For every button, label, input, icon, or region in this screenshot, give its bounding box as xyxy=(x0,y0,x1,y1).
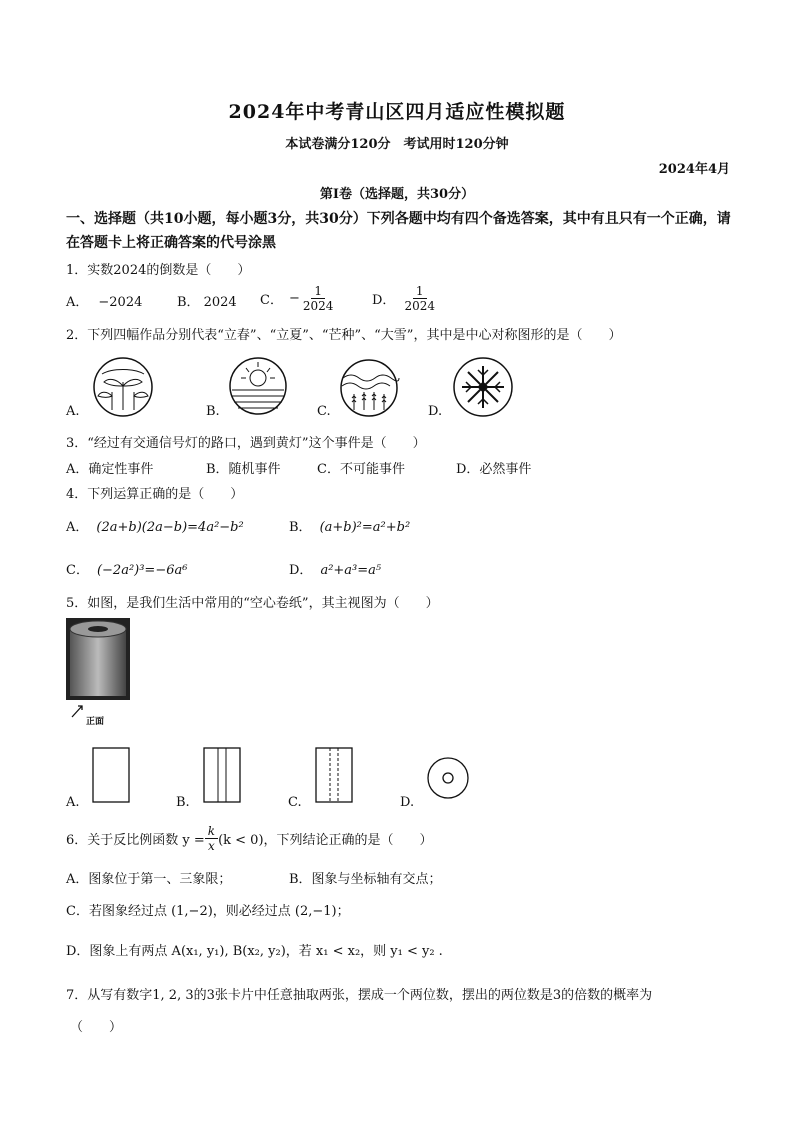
q3-option-b[interactable]: B．随机事件 xyxy=(206,462,281,477)
q4-option-d[interactable] xyxy=(289,559,381,578)
q3-option-a[interactable]: A．确定性事件 xyxy=(66,462,154,477)
dashed-lines-view xyxy=(315,747,353,803)
q2-option-a-label[interactable]: A. xyxy=(66,404,80,419)
denominator: 2024 xyxy=(302,299,334,313)
volume-heading: 第Ⅰ卷（选择题，共30分） xyxy=(319,187,475,202)
option-label: C． xyxy=(66,563,89,578)
snowflake-icon xyxy=(452,356,514,418)
option-label: C． xyxy=(260,293,283,308)
option-label: B． xyxy=(289,520,312,535)
q2-option-c-label[interactable]: C. xyxy=(317,404,331,419)
grain-wave-icon xyxy=(338,358,400,418)
question-7-stem: 7．从写有数字1, 2, 3的3张卡片中任意抽取两张，摆成一个两位数，摆出的两位数是3的倍数的概率为 xyxy=(66,988,653,1003)
q5-option-a-label[interactable]: A. xyxy=(66,795,80,810)
q3-option-d[interactable]: D．必然事件 xyxy=(456,462,532,477)
arrow-icon xyxy=(70,703,86,719)
option-label: D． xyxy=(372,293,396,308)
q3-option-c[interactable]: C．不可能事件 xyxy=(317,462,405,477)
option-expression: a²+a³=a⁵ xyxy=(320,563,382,578)
q1-option-c[interactable] xyxy=(260,284,336,313)
denominator: x xyxy=(208,839,215,853)
question-3-stem: 3．“经过有交通信号灯的路口，遇到黄灯”这个事件是（ ） xyxy=(66,436,426,451)
numerator: 1 xyxy=(311,284,325,299)
q6-option-b[interactable]: B．图象与坐标轴有交点； xyxy=(289,872,442,887)
q4-option-b[interactable] xyxy=(289,516,410,535)
denominator: 2024 xyxy=(404,299,435,313)
page-title: 2024年中考青山区四月适应性模拟题 xyxy=(228,101,566,123)
numerator: k xyxy=(205,824,218,839)
question-1-stem: 1．实数2024的倒数是（ ） xyxy=(66,263,251,278)
fraction xyxy=(300,284,337,313)
q4-option-c[interactable] xyxy=(66,559,187,578)
toilet-paper-roll-image xyxy=(66,618,130,700)
fraction xyxy=(401,284,438,313)
plain-rectangle-view xyxy=(92,747,130,803)
option-expression: (2a+b)(2a−b)=4a²−b² xyxy=(96,520,244,535)
numerator: 1 xyxy=(413,284,427,299)
option-value: −2024 xyxy=(98,295,143,310)
option-label: B． xyxy=(177,295,200,310)
stem-text: 6．关于反比例函数 y = xyxy=(66,833,205,848)
option-value: 2024 xyxy=(203,295,237,310)
question-4-stem: 4．下列运算正确的是（ ） xyxy=(66,487,244,502)
q1-option-a[interactable] xyxy=(66,291,142,310)
summer-sun-icon xyxy=(228,356,288,416)
option-expression: (−2a²)³=−6a⁶ xyxy=(96,563,188,578)
q1-option-b[interactable] xyxy=(177,291,237,310)
option-expression: (a+b)²=a²+b² xyxy=(319,520,411,535)
question-5-stem: 5．如图，是我们生活中常用的“空心卷纸”，其主视图为（ ） xyxy=(66,596,439,611)
q2-option-d-label[interactable]: D. xyxy=(428,404,443,419)
answer-parentheses[interactable]: （ ） xyxy=(70,1020,123,1035)
minus-sign: − xyxy=(288,291,300,306)
q1-option-d[interactable] xyxy=(372,284,438,313)
question-6-stem xyxy=(66,824,433,853)
question-2-stem: 2．下列四幅作品分别代表“立春”、“立夏”、“芒种”、“大雪”，其中是中心对称图形的是（ ） xyxy=(66,328,622,343)
option-label: D． xyxy=(289,563,313,578)
front-label: 正面 xyxy=(86,717,105,727)
q5-option-b-label[interactable]: B. xyxy=(176,795,190,810)
q5-option-d-label[interactable]: D. xyxy=(400,795,415,810)
q5-option-c-label[interactable]: C. xyxy=(288,795,302,810)
solid-lines-view xyxy=(203,747,241,803)
q6-option-d[interactable]: D．图象上有两点 A(x₁, y₁), B(x₂, y₂)，若 x₁ < x₂，则 y₁ < y₂ . xyxy=(66,944,443,959)
q6-option-c[interactable]: C．若图象经过点 (1,−2)，则必经过点 (2,−1)； xyxy=(66,904,350,919)
section-instruction: 一、选择题（共10小题，每小题3分，共30分）下列各题中均有四个备选答案，其中有且只有一个正确，请在答题卡上将正确答案的代号涂黑 xyxy=(66,211,731,251)
option-label: A． xyxy=(66,295,89,310)
option-label: A． xyxy=(66,520,89,535)
q4-option-a[interactable] xyxy=(66,516,244,535)
ring-view xyxy=(426,756,470,800)
spring-sprout-icon xyxy=(92,356,154,418)
exam-info: 本试卷满分120分 考试用时120分钟 xyxy=(285,137,509,152)
q2-option-b-label[interactable]: B. xyxy=(206,404,220,419)
q6-option-a[interactable]: A．图象位于第一、三象限； xyxy=(66,872,232,887)
fraction xyxy=(205,824,218,853)
stem-text: (k < 0)，下列结论正确的是（ ） xyxy=(218,833,433,848)
exam-date: 2024年4月 xyxy=(658,162,730,177)
